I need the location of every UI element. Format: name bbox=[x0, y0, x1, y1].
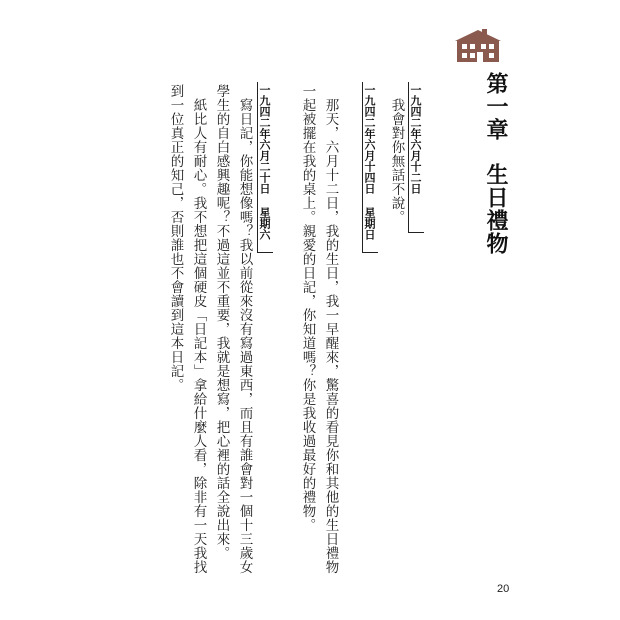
entry-date: 一九四二年六月十二日 bbox=[409, 84, 422, 194]
chapter-heading bbox=[454, 72, 506, 255]
entry-date: 一九四二年六月十四日 星期日 bbox=[363, 84, 376, 240]
chapter-number: 第一章 bbox=[483, 72, 508, 141]
date-rule-end bbox=[362, 252, 378, 253]
entry-line: 一起被擺在我的桌上。親愛的日記，你知道嗎？你是我收過最好的禮物。 bbox=[299, 84, 316, 532]
date-rule-end bbox=[257, 252, 273, 253]
house-icon bbox=[455, 28, 501, 62]
entry-date: 一九四二年六月二十日 星期六 bbox=[258, 84, 271, 240]
entry-line: 那天，六月十二日，我的生日，我一早醒來，驚喜的看見你和其他的生日禮物 bbox=[322, 98, 339, 574]
entry-line: 寫日記，你能想像嗎？我以前從來沒有寫過東西，而且有誰會對一個十三歲女 bbox=[236, 98, 253, 574]
entry-line: 學生的自白感興趣呢？不過這並不重要，我就是想寫，把心裡的話全說出來。 bbox=[213, 84, 230, 560]
date-rule-end bbox=[408, 232, 424, 233]
entry-line: 我會對你無話不說。 bbox=[388, 98, 405, 224]
page-number: 20 bbox=[497, 583, 510, 595]
entry-line: 紙比人有耐心。我不想把這個硬皮「日記本」拿給什麼人看，除非有一天我找 bbox=[190, 98, 207, 574]
entry-line: 到一位真正的知己，否則誰也不會讀到這本日記。 bbox=[167, 84, 184, 392]
chapter-title: 生日禮物 bbox=[483, 163, 508, 255]
